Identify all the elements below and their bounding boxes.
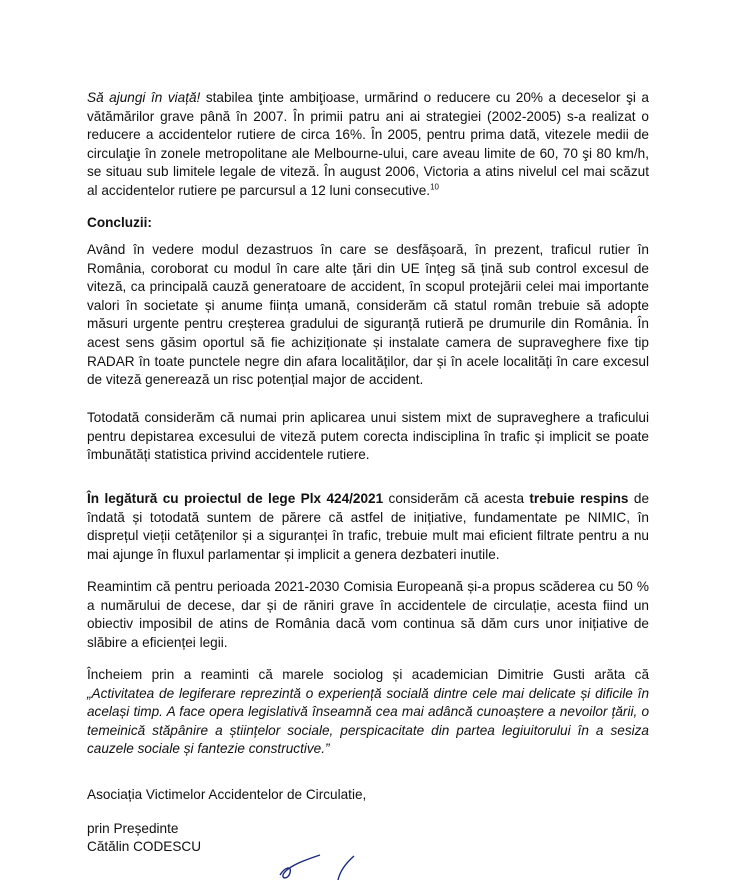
strategy-title: Să ajungi în viață! (87, 90, 201, 105)
rejection-emphasis: trebuie respins (529, 491, 629, 506)
paragraph-text: stabilea ţinte ambiţioase, urmărind o reducere cu 20% a deceselor şi a vătămărilor grave până în 2007. În primii patru ani ai strategiei (2002-2005) s-a realizat o reducere a accidentelor rutiere de circa 16%. În 2005, pentru prima dată, vitezele medii de circulaţie în zonele metropolitane ale Melbourne-ului, care aveau limite de 60, 70 şi 80 km/h, se situau sub limitele legale de viteză. În august 2006, Victoria a atins nivelul cel mai scăzut al accidentelor rutiere pe parcursul a 12 luni consecutive. (87, 90, 649, 198)
organization-name: Asociația Victimelor Accidentelor de Circulatie, (87, 787, 367, 802)
paragraph-text: considerăm că acesta (383, 491, 530, 506)
conclusions-heading: Concluzii: (87, 215, 152, 230)
paragraph-conclusion-radar: Având în vedere modul dezastruos în care se desfășoară, în prezent, traficul rutier în România, coroborat cu modul în care alte țări din UE înțeg să țină sub control excesul de viteză, ca principală cauză generatoare de accident, în scopul protejării celei mai importante valori în societate și anume ființa umană, considerăm că statul român trebuie să adopte măsuri urgente pentru creșterea gradului de siguranță rutieră pe drumurile din România. În acest sens găsim oportul să fie achiziționate și instalate camera de supraveghere fixe tip RADAR în toate punctele negre din afara localităților, dar și în acele localități în care excesul de viteză generează un risc potențial major de accident. (87, 242, 649, 388)
paragraph-eu-target: Reamintim că pentru perioada 2021-2030 Comisia Europeană și-a propus scăderea cu 50 % a numărului de decese, dar și de răniri grave în accidentele de circulație, acesta fiind un obiectiv imposibil de atins de România dacă vom continua să dăm curs unor inițiative de slăbire a eficienței legii. (87, 579, 649, 650)
footnote-marker: 10 (430, 182, 439, 192)
handwritten-signature (250, 853, 370, 880)
paragraph-strategy-results (87, 89, 649, 201)
paragraph-text: de îndată și totodată suntem de părere că astfel de inițiative, fundamentate pe NIMIC, în disprețul vieții cetățenilor și a siguranței în trafic, trebuie mult mai eficient filtrate pentru a nu mai ajunge în fluxul parlamentar și implicit a genera dezbateri inutile. (87, 491, 649, 562)
paragraph-mixed-system: Totodată considerăm că numai prin aplicarea unui sistem mixt de supraveghere a traficului pentru depistarea excesului de viteză putem corecta indisciplina în trafic și implicit se poate îmbunătăți statistica privind accidentele rutiere. (87, 410, 649, 463)
paragraph-gusti-quote (87, 666, 649, 759)
signatory-name: Cătălin CODESCU (87, 839, 202, 854)
quotation: „Activitatea de legiferare reprezintă o experiență socială dintre cele mai delicate și dificile în același timp. A face opera legislativă înseamnă cea mai adâncă cunoaștere a nevoilor țării, o temeinică stăpânire a științelor sociale, perspicacitate din partea legiuitorului în a sesiza cauzele sociale și fantezie constructive.” (87, 685, 649, 757)
signatory-role: prin Președinte (87, 821, 179, 836)
paragraph-text: Încheiem prin a reaminti că marele sociolog și academician Dimitrie Gusti arăta că (87, 667, 649, 682)
law-project-reference: În legătură cu proiectul de lege Plx 424/2021 (87, 491, 384, 506)
paragraph-law-project (87, 490, 649, 564)
